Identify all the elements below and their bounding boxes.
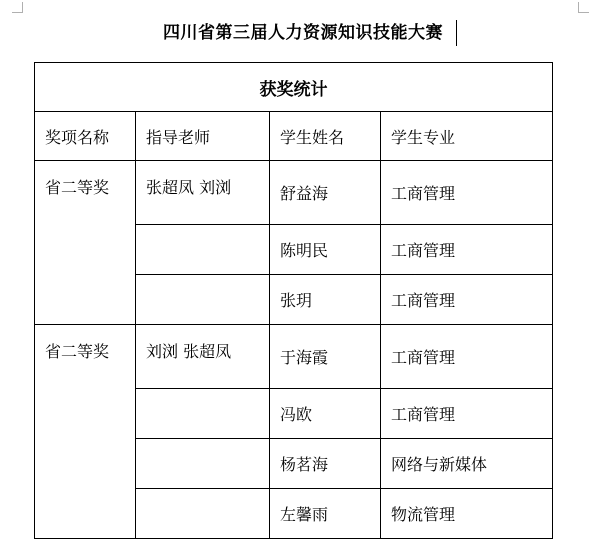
student-major-cell[interactable]: 工商管理 [381,275,553,325]
header-student-major[interactable]: 学生专业 [381,112,553,161]
teacher-cell[interactable]: 刘浏 张超凤 [136,325,270,389]
award-name-cell[interactable]: 省二等奖 [35,325,136,539]
document-title[interactable]: 四川省第三届人力资源知识技能大赛 [163,23,443,43]
table-row [35,161,553,225]
student-name-cell[interactable]: 左馨雨 [270,489,381,539]
table-caption[interactable]: 获奖统计 [35,63,553,112]
student-name-cell[interactable]: 舒益海 [270,161,381,225]
header-award-name[interactable]: 奖项名称 [35,112,136,161]
student-major-cell[interactable]: 工商管理 [381,161,553,225]
student-major-cell[interactable]: 网络与新媒体 [381,439,553,489]
student-major-cell[interactable]: 物流管理 [381,489,553,539]
teacher-cell-empty[interactable] [136,225,270,275]
student-major-cell[interactable]: 工商管理 [381,389,553,439]
teacher-cell-empty[interactable] [136,489,270,539]
award-statistics-table [34,62,553,539]
student-name-cell[interactable]: 陈明民 [270,225,381,275]
table-caption-row [35,63,553,112]
table-row [35,325,553,389]
page-margin-corner-left [12,2,23,13]
student-major-cell[interactable]: 工商管理 [381,225,553,275]
teacher-cell-empty[interactable] [136,389,270,439]
student-name-cell[interactable]: 张玥 [270,275,381,325]
student-name-cell[interactable]: 于海霞 [270,325,381,389]
student-name-cell[interactable]: 杨茗海 [270,439,381,489]
table-header-row [35,112,553,161]
teacher-cell-empty[interactable] [136,275,270,325]
teacher-cell[interactable]: 张超凤 刘浏 [136,161,270,225]
header-teacher[interactable]: 指导老师 [136,112,270,161]
teacher-cell-empty[interactable] [136,439,270,489]
student-name-cell[interactable]: 冯欧 [270,389,381,439]
page-margin-corner-right [578,2,589,13]
header-student-name[interactable]: 学生姓名 [270,112,381,161]
text-cursor [456,20,457,46]
award-name-cell[interactable]: 省二等奖 [35,161,136,325]
student-major-cell[interactable]: 工商管理 [381,325,553,389]
